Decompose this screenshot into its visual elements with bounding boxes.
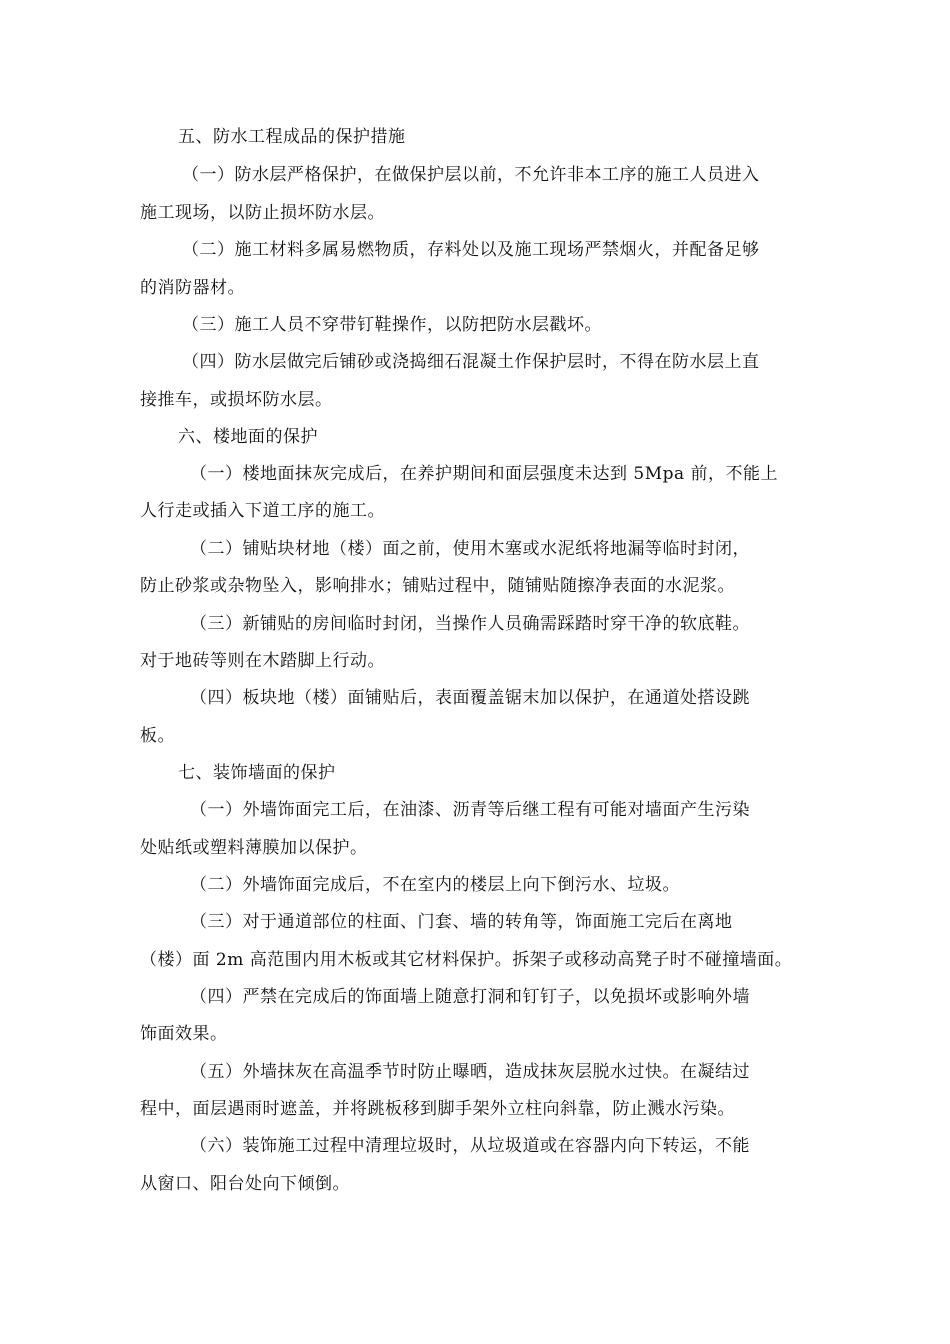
paragraph-line: 接推车，或损坏防水层。 (140, 390, 333, 410)
paragraph-line: （三）新铺贴的房间临时封闭，当操作人员确需踩踏时穿干净的软底鞋。 (190, 614, 750, 634)
paragraph-line: 对于地砖等则在木踏脚上行动。 (140, 651, 385, 671)
paragraph-line: （三）施工人员不穿带钉鞋操作，以防把防水层戳坏。 (182, 315, 602, 335)
paragraph-line: （一）防水层严格保护，在做保护层以前，不允许非本工序的施工人员进入 (182, 165, 760, 185)
section-heading: 七、装饰墙面的保护 (178, 763, 336, 783)
paragraph-line: （四）防水层做完后铺砂或浇捣细石混凝土作保护层时，不得在防水层上直 (182, 352, 760, 372)
paragraph-line: （楼）面 2m 高范围内用木板或其它材料保护。拆架子或移动高凳子时不碰撞墙面。 (140, 950, 793, 970)
paragraph-line: （五）外墙抹灰在高温季节时防止曝晒，造成抹灰层脱水过快。在凝结过 (190, 1062, 750, 1082)
paragraph-line: （一）楼地面抹灰完成后，在养护期间和面层强度未达到 5Mpa 前，不能上 (190, 464, 779, 484)
paragraph-line: （二）施工材料多属易燃物质，存料处以及施工现场严禁烟火，并配备足够 (182, 240, 760, 260)
paragraph-line: 防止砂浆或杂物坠入，影响排水；铺贴过程中，随铺贴随擦净表面的水泥浆。 (140, 576, 735, 596)
paragraph-line: 从窗口、阳台处向下倾倒。 (140, 1174, 350, 1194)
paragraph-line: 板。 (140, 726, 175, 746)
paragraph-line: （二）外墙饰面完成后，不在室内的楼层上向下倒污水、垃圾。 (190, 875, 680, 895)
paragraph-line: （四）板块地（楼）面铺贴后，表面覆盖锯末加以保护，在通道处搭设跳 (190, 688, 750, 708)
paragraph-line: （二）铺贴块材地（楼）面之前，使用木塞或水泥纸将地漏等临时封闭， (190, 539, 750, 559)
paragraph-line: 程中，面层遇雨时遮盖，并将跳板移到脚手架外立柱向斜靠，防止溅水污染。 (140, 1099, 735, 1119)
paragraph-line: 人行走或插入下道工序的施工。 (140, 501, 385, 521)
paragraph-line: （一）外墙饰面完工后，在油漆、沥青等后继工程有可能对墙面产生污染 (190, 800, 750, 820)
section-heading: 五、防水工程成品的保护措施 (178, 127, 406, 147)
paragraph-line: 饰面效果。 (140, 1024, 228, 1044)
paragraph-line: 处贴纸或塑料薄膜加以保护。 (140, 838, 368, 858)
paragraph-line: （六）装饰施工过程中清理垃圾时，从垃圾道或在容器内向下转运，不能 (190, 1136, 750, 1156)
section-heading: 六、楼地面的保护 (178, 427, 318, 447)
paragraph-line: 的消防器材。 (140, 278, 245, 298)
paragraph-line: 施工现场，以防止损坏防水层。 (140, 203, 385, 223)
paragraph-line: （三）对于通道部位的柱面、门套、墙的转角等，饰面施工完后在离地 (190, 912, 733, 932)
paragraph-line: （四）严禁在完成后的饰面墙上随意打洞和钉钉子，以免损坏或影响外墙 (190, 987, 750, 1007)
